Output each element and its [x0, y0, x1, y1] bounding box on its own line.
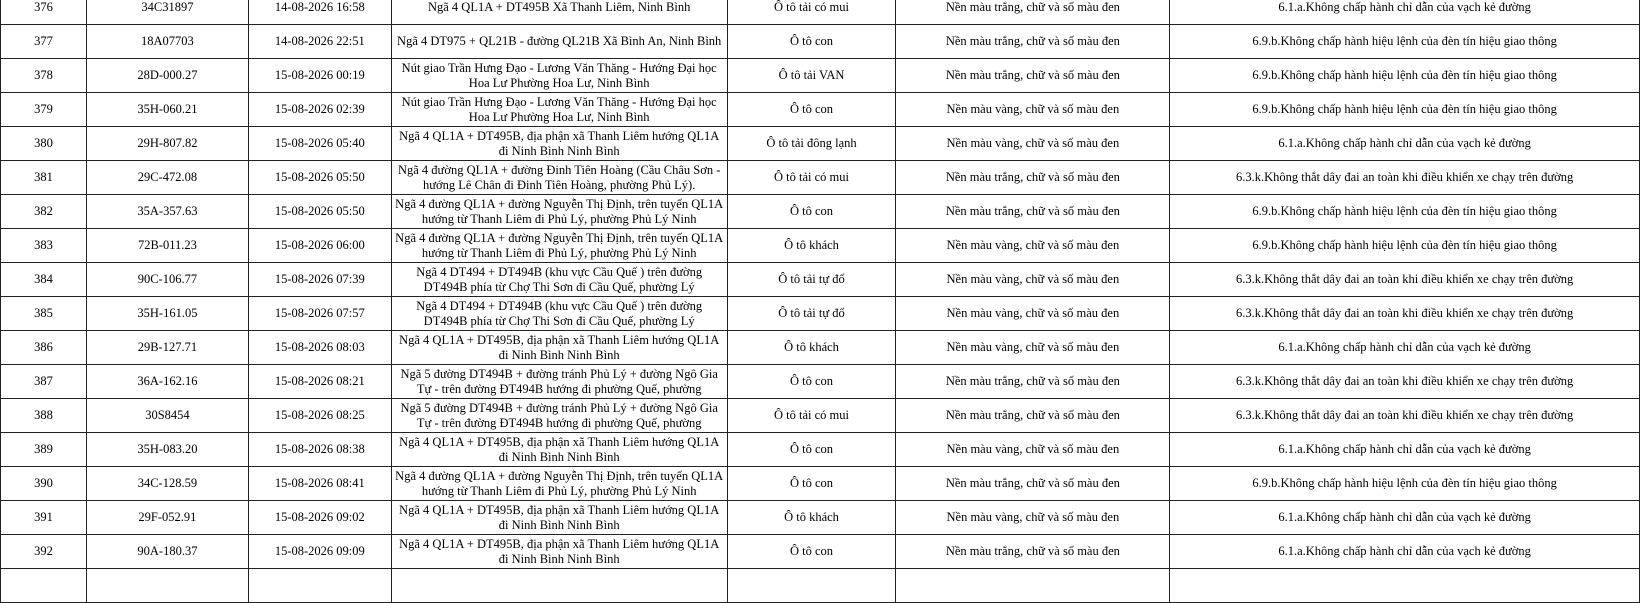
- violation-time-cell: 15-08-2026 08:41: [248, 467, 391, 501]
- license-plate-cell: 35A-357.63: [86, 195, 248, 229]
- license-plate-cell: 18A07703: [86, 25, 248, 59]
- violation-time-cell: 15-08-2026 05:50: [248, 161, 391, 195]
- location-text: Ngã 4 QL1A + DT495B, địa phận xã Thanh Liêm hướng QL1A đi Ninh Bình Ninh Bình: [399, 332, 720, 362]
- vehicle-type-cell: Ô tô con: [727, 93, 896, 127]
- license-plate-cell: 36A-162.16: [86, 365, 248, 399]
- location-text: Ngã 4 đường QL1A + đường Nguyễn Thị Định, trên tuyến QL1A hướng từ Thanh Liêm đi Phủ Lý, phường Phủ Lý Ninh: [395, 468, 724, 498]
- location-cell: [391, 0, 727, 25]
- vehicle-type-cell: Ô tô tải đông lạnh: [727, 127, 896, 161]
- row-number-cell: 389: [1, 433, 87, 467]
- row-number-cell: 384: [1, 263, 87, 297]
- location-cell: [391, 501, 727, 535]
- violation-cell: 6.9.b.Không chấp hành hiệu lệnh của đèn tín hiệu giao thông: [1170, 93, 1640, 127]
- table-row: [1, 127, 1640, 161]
- location-cell: [391, 263, 727, 297]
- vehicle-type-cell: [727, 569, 896, 603]
- row-number-cell: 392: [1, 535, 87, 569]
- location-cell: [391, 467, 727, 501]
- row-number-cell: 380: [1, 127, 87, 161]
- table-row: [1, 195, 1640, 229]
- plate-color-cell: Nền màu trắng, chữ và số màu đen: [896, 399, 1170, 433]
- row-number-cell: 381: [1, 161, 87, 195]
- location-cell: [391, 535, 727, 569]
- vehicle-type-cell: Ô tô con: [727, 365, 896, 399]
- license-plate-cell: 30S8454: [86, 399, 248, 433]
- table-row: [1, 93, 1640, 127]
- violation-cell: 6.1.a.Không chấp hành chỉ dẫn của vạch kẻ đường: [1170, 331, 1640, 365]
- violation-time-cell: 15-08-2026 00:19: [248, 59, 391, 93]
- violation-time-cell: 15-08-2026 08:21: [248, 365, 391, 399]
- violation-time-cell: 15-08-2026 06:00: [248, 229, 391, 263]
- location-cell: [391, 229, 727, 263]
- vehicle-type-cell: Ô tô khách: [727, 229, 896, 263]
- table-row: [1, 501, 1640, 535]
- location-cell: [391, 433, 727, 467]
- violation-cell: 6.3.k.Không thắt dây đai an toàn khi điều khiển xe chạy trên đường: [1170, 399, 1640, 433]
- location-text: Ngã 4 QL1A + DT495B Xã Thanh Liêm, Ninh Bình: [427, 0, 691, 14]
- violation-time-cell: 15-08-2026 09:02: [248, 501, 391, 535]
- violation-time-cell: [248, 569, 391, 603]
- location-cell: [391, 127, 727, 161]
- row-number-cell: 376: [1, 0, 87, 25]
- license-plate-cell: [86, 569, 248, 603]
- license-plate-cell: 35H-083.20: [86, 433, 248, 467]
- row-number-cell: [1, 569, 87, 603]
- plate-color-cell: Nền màu vàng, chữ và số màu đen: [896, 229, 1170, 263]
- license-plate-cell: 35H-161.05: [86, 297, 248, 331]
- table-row: [1, 0, 1640, 25]
- plate-color-cell: Nền màu trắng, chữ và số màu đen: [896, 25, 1170, 59]
- row-number-cell: 386: [1, 331, 87, 365]
- license-plate-cell: 29B-127.71: [86, 331, 248, 365]
- violation-cell: 6.1.a.Không chấp hành chỉ dẫn của vạch kẻ đường: [1170, 433, 1640, 467]
- table-row: [1, 569, 1640, 603]
- plate-color-cell: Nền màu trắng, chữ và số màu đen: [896, 0, 1170, 25]
- table-row: [1, 535, 1640, 569]
- plate-color-cell: Nền màu vàng, chữ và số màu đen: [896, 93, 1170, 127]
- table-row: [1, 399, 1640, 433]
- location-text: Ngã 5 đường DT494B + đường tránh Phủ Lý + đường Ngô Gia Tự - trên đường ĐT494B hướng đi phường Quế, phường: [400, 366, 718, 396]
- location-text: Nút giao Trần Hưng Đạo - Lương Văn Thăng - Hướng Đại học Hoa Lư Phường Hoa Lư, Ninh Bình: [401, 94, 717, 124]
- table-row: [1, 297, 1640, 331]
- plate-color-cell: Nền màu vàng, chữ và số màu đen: [896, 433, 1170, 467]
- violation-time-cell: 14-08-2026 16:58: [248, 0, 391, 25]
- plate-color-cell: Nền màu vàng, chữ và số màu đen: [896, 501, 1170, 535]
- plate-color-cell: [896, 569, 1170, 603]
- license-plate-cell: 90A-180.37: [86, 535, 248, 569]
- violation-cell: [1170, 569, 1640, 603]
- location-text: Ngã 4 đường QL1A + đường Nguyễn Thị Định, trên tuyến QL1A hướng từ Thanh Liêm đi Phủ Lý, phường Phủ Lý Ninh: [395, 230, 724, 260]
- plate-color-cell: Nền màu trắng, chữ và số màu đen: [896, 467, 1170, 501]
- violation-cell: 6.3.k.Không thắt dây đai an toàn khi điều khiển xe chạy trên đường: [1170, 161, 1640, 195]
- location-cell: [391, 195, 727, 229]
- table-row: [1, 263, 1640, 297]
- vehicle-type-cell: Ô tô khách: [727, 501, 896, 535]
- violation-cell: 6.1.a.Không chấp hành chỉ dẫn của vạch kẻ đường: [1170, 535, 1640, 569]
- location-text: Ngã 4 QL1A + DT495B, địa phận xã Thanh Liêm hướng QL1A đi Ninh Bình Ninh Bình: [399, 536, 720, 566]
- violation-cell: 6.3.k.Không thắt dây đai an toàn khi điều khiển xe chạy trên đường: [1170, 263, 1640, 297]
- row-number-cell: 379: [1, 93, 87, 127]
- location-text: Ngã 4 đường QL1A + đường Nguyễn Thị Định, trên tuyến QL1A hướng từ Thanh Liêm đi Phủ Lý, phường Phủ Lý Ninh: [395, 196, 724, 226]
- vehicle-type-cell: Ô tô tải tự đổ: [727, 263, 896, 297]
- violation-cell: 6.3.k.Không thắt dây đai an toàn khi điều khiển xe chạy trên đường: [1170, 297, 1640, 331]
- violation-time-cell: 15-08-2026 05:40: [248, 127, 391, 161]
- violation-cell: 6.9.b.Không chấp hành hiệu lệnh của đèn tín hiệu giao thông: [1170, 467, 1640, 501]
- violation-time-cell: 15-08-2026 07:57: [248, 297, 391, 331]
- vehicle-type-cell: Ô tô tải có mui: [727, 0, 896, 25]
- table-row: [1, 161, 1640, 195]
- vehicle-type-cell: Ô tô con: [727, 195, 896, 229]
- vehicle-type-cell: Ô tô con: [727, 535, 896, 569]
- violation-time-cell: 14-08-2026 22:51: [248, 25, 391, 59]
- violation-time-cell: 15-08-2026 07:39: [248, 263, 391, 297]
- license-plate-cell: 29H-807.82: [86, 127, 248, 161]
- violation-time-cell: 15-08-2026 09:09: [248, 535, 391, 569]
- vehicle-type-cell: Ô tô con: [727, 467, 896, 501]
- violation-time-cell: 15-08-2026 08:03: [248, 331, 391, 365]
- location-cell: [391, 297, 727, 331]
- table-body: [1, 0, 1640, 603]
- vehicle-type-cell: Ô tô con: [727, 25, 896, 59]
- plate-color-cell: Nền màu trắng, chữ và số màu đen: [896, 161, 1170, 195]
- vehicle-type-cell: Ô tô tải tự đổ: [727, 297, 896, 331]
- table-row: [1, 467, 1640, 501]
- license-plate-cell: 35H-060.21: [86, 93, 248, 127]
- row-number-cell: 387: [1, 365, 87, 399]
- row-number-cell: 378: [1, 59, 87, 93]
- license-plate-cell: 34C31897: [86, 0, 248, 25]
- plate-color-cell: Nền màu trắng, chữ và số màu đen: [896, 195, 1170, 229]
- table-row: [1, 433, 1640, 467]
- location-text: Ngã 4 QL1A + DT495B, địa phận xã Thanh Liêm hướng QL1A đi Ninh Bình Ninh Bình: [399, 434, 720, 464]
- location-cell: [391, 93, 727, 127]
- vehicle-type-cell: Ô tô con: [727, 433, 896, 467]
- vehicle-type-cell: Ô tô tải có mui: [727, 399, 896, 433]
- location-text: Nút giao Trần Hưng Đạo - Lương Văn Thăng - Hướng Đại học Hoa Lư Phường Hoa Lư, Ninh Bình: [401, 60, 717, 90]
- location-text: Ngã 4 DT494 + DT494B (khu vực Cầu Quế ) trên đường DT494B phía từ Chợ Thi Sơn đi Cầu Quế, phường Lý: [416, 264, 703, 294]
- violation-cell: 6.9.b.Không chấp hành hiệu lệnh của đèn tín hiệu giao thông: [1170, 195, 1640, 229]
- violation-cell: 6.9.b.Không chấp hành hiệu lệnh của đèn tín hiệu giao thông: [1170, 229, 1640, 263]
- location-text: Ngã 4 DT494 + DT494B (khu vực Cầu Quế ) trên đường DT494B phía từ Chợ Thi Sơn đi Cầu Quế, phường Lý: [416, 298, 703, 328]
- plate-color-cell: Nền màu vàng, chữ và số màu đen: [896, 331, 1170, 365]
- license-plate-cell: 29F-052.91: [86, 501, 248, 535]
- vehicle-type-cell: Ô tô khách: [727, 331, 896, 365]
- violation-cell: 6.9.b.Không chấp hành hiệu lệnh của đèn tín hiệu giao thông: [1170, 25, 1640, 59]
- row-number-cell: 390: [1, 467, 87, 501]
- plate-color-cell: Nền màu trắng, chữ và số màu đen: [896, 365, 1170, 399]
- row-number-cell: 385: [1, 297, 87, 331]
- violation-time-cell: 15-08-2026 05:50: [248, 195, 391, 229]
- violation-time-cell: 15-08-2026 08:25: [248, 399, 391, 433]
- location-cell: [391, 399, 727, 433]
- plate-color-cell: Nền màu vàng, chữ và số màu đen: [896, 127, 1170, 161]
- license-plate-cell: 29C-472.08: [86, 161, 248, 195]
- location-text: Ngã 4 DT975 + QL21B - đường QL21B Xã Bình An, Ninh Bình: [397, 34, 722, 48]
- plate-color-cell: Nền màu trắng, chữ và số màu đen: [896, 59, 1170, 93]
- location-cell: [391, 25, 727, 59]
- violation-time-cell: 15-08-2026 08:38: [248, 433, 391, 467]
- row-number-cell: 382: [1, 195, 87, 229]
- row-number-cell: 391: [1, 501, 87, 535]
- location-text: Ngã 4 đường QL1A + đường Đinh Tiên Hoàng (Cầu Châu Sơn - hướng Lê Chân đi Đinh Tiên Hoàng, phường Phủ Lý).: [397, 162, 721, 192]
- plate-color-cell: Nền màu vàng, chữ và số màu đen: [896, 297, 1170, 331]
- license-plate-cell: 28D-000.27: [86, 59, 248, 93]
- location-text: Ngã 4 QL1A + DT495B, địa phận xã Thanh Liêm hướng QL1A đi Ninh Bình Ninh Bình: [399, 502, 720, 532]
- violation-cell: 6.9.b.Không chấp hành hiệu lệnh của đèn tín hiệu giao thông: [1170, 59, 1640, 93]
- vehicle-type-cell: Ô tô tải VAN: [727, 59, 896, 93]
- plate-color-cell: Nền màu trắng, chữ và số màu đen: [896, 535, 1170, 569]
- row-number-cell: 377: [1, 25, 87, 59]
- plate-color-cell: Nền màu vàng, chữ và số màu đen: [896, 263, 1170, 297]
- row-number-cell: 388: [1, 399, 87, 433]
- table-row: [1, 59, 1640, 93]
- table-row: [1, 229, 1640, 263]
- violation-cell: 6.1.a.Không chấp hành chỉ dẫn của vạch kẻ đường: [1170, 127, 1640, 161]
- location-cell: [391, 365, 727, 399]
- license-plate-cell: 90C-106.77: [86, 263, 248, 297]
- location-cell: [391, 569, 727, 603]
- table-row: [1, 331, 1640, 365]
- license-plate-cell: 34C-128.59: [86, 467, 248, 501]
- location-text: Ngã 4 QL1A + DT495B, địa phận xã Thanh Liêm hướng QL1A đi Ninh Bình Ninh Bình: [399, 128, 720, 158]
- violation-cell: 6.1.a.Không chấp hành chỉ dẫn của vạch kẻ đường: [1170, 501, 1640, 535]
- violation-cell: 6.3.k.Không thắt dây đai an toàn khi điều khiển xe chạy trên đường: [1170, 365, 1640, 399]
- violation-cell: 6.1.a.Không chấp hành chỉ dẫn của vạch kẻ đường: [1170, 0, 1640, 25]
- violation-time-cell: 15-08-2026 02:39: [248, 93, 391, 127]
- location-cell: [391, 161, 727, 195]
- table-row: [1, 365, 1640, 399]
- row-number-cell: 383: [1, 229, 87, 263]
- vehicle-type-cell: Ô tô tải có mui: [727, 161, 896, 195]
- table-row: [1, 25, 1640, 59]
- location-text: Ngã 5 đường DT494B + đường tránh Phủ Lý + đường Ngô Gia Tự - trên đường ĐT494B hướng đi phường Quế, phường: [400, 400, 718, 430]
- location-cell: [391, 331, 727, 365]
- location-cell: [391, 59, 727, 93]
- license-plate-cell: 72B-011.23: [86, 229, 248, 263]
